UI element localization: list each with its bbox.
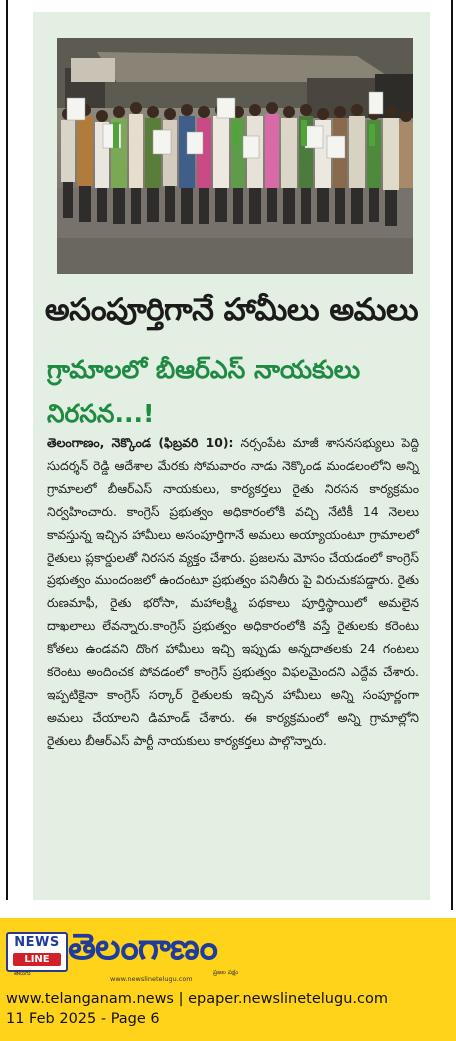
- logo-line-text: LINE: [13, 953, 61, 966]
- news-article: [33, 12, 430, 900]
- masthead-title: తెలంగాణం: [68, 927, 217, 968]
- article-body-text: నర్సంపేట మాజీ శాసనసభ్యులు పెద్ది సుదర్శన్ రెడ్డి ఆదేశాల మేరకు సోమవారం నాడు నెక్కొండ మండలంలోని అన్ని గ్రామాలలో బీఆర్ఎస్ నాయకులు, కార్యకర్తలు రైతు నిరసన కార్యక్రమం నిర్వహించారు. కాంగ్రెస్ ప్రభుత్వం అధికారంలోకి వచ్చి నేటికీ 14 నెలలు కావస్తున్న ఇచ్చిన హామీలు అసంపూర్తిగానే అమలు అయ్యాయంటూ గ్రామాలలో రైతులు ప్లకార్డులతో నిరసన వ్యక్తం చేశారు. ప్రజలను మోసం చేయడంలో కాంగ్రెస్ ప్రభుత్వం ముందంజలో ఉందంటూ ప్రభుత్వం పనితీరు పై విరుచుకపడ్డారు. రైతు రుణమాఫీ, రైతు భరోసా, మహాలక్ష్మి పథకాలు పూర్తిస్థాయిలో అమలైన దాఖలాలు లేవన్నారు.కాంగ్రెస్ ప్రభుత్వం అధికారంలోకి వస్తే రైతులకు కరెంటు కోతలు ఉండవని దొంగ హామీలు ఇచ్చి ఇప్పుడు అన్నదాతలకు 24 గంటలు కరెంటు అందించక పోవడంలో కాంగ్రెస్ ప్రభుత్వం విఫలమైందని ఎద్దేవ చేశారు. ఇప్పటికైనా కాంగ్రెస్ సర్కార్ రైతులకు ఇచ్చిన హామీలు అన్ని సంపూర్ణంగా అమలు చేయాలని డిమాండ్ చేశారు. ఈ కార్యక్రమంలో అన్ని గ్రామాల్లోని రైతులు బీఆర్ఎస్ పార్టీ నాయకులు కార్యకర్తలు పాల్గొన్నారు.: [47, 435, 419, 748]
- article-dateline: తెలంగాణం, నెక్కొండ (ఫిబ్రవరి 10):: [47, 435, 234, 450]
- article-subheadline: గ్రామాలలో బీఆర్ఎస్ నాయకులు నిరసన...!: [47, 355, 361, 428]
- column-rule-left: [6, 0, 8, 900]
- footer-links[interactable]: www.telanganam.news | epaper.newslinetelugu.com: [6, 991, 388, 1007]
- protest-photo-illustration: [57, 38, 413, 274]
- article-body: [47, 432, 419, 753]
- newsline-logo: [6, 932, 68, 972]
- column-rule-right: [451, 0, 453, 910]
- logo-telugu-label: తెలుగు: [14, 970, 31, 977]
- logo-news-text: NEWS: [14, 935, 60, 950]
- footer-banner: [0, 918, 456, 1041]
- masthead-tagline: ప్రజల పక్షం: [213, 969, 239, 976]
- footer-date-page: 11 Feb 2025 - Page 6: [6, 1011, 160, 1027]
- protest-photo: [57, 38, 413, 274]
- masthead-website: www.newslinetelugu.com: [110, 975, 193, 983]
- article-headline: అసంపూర్తిగానే హామీలు అమలు: [44, 292, 419, 328]
